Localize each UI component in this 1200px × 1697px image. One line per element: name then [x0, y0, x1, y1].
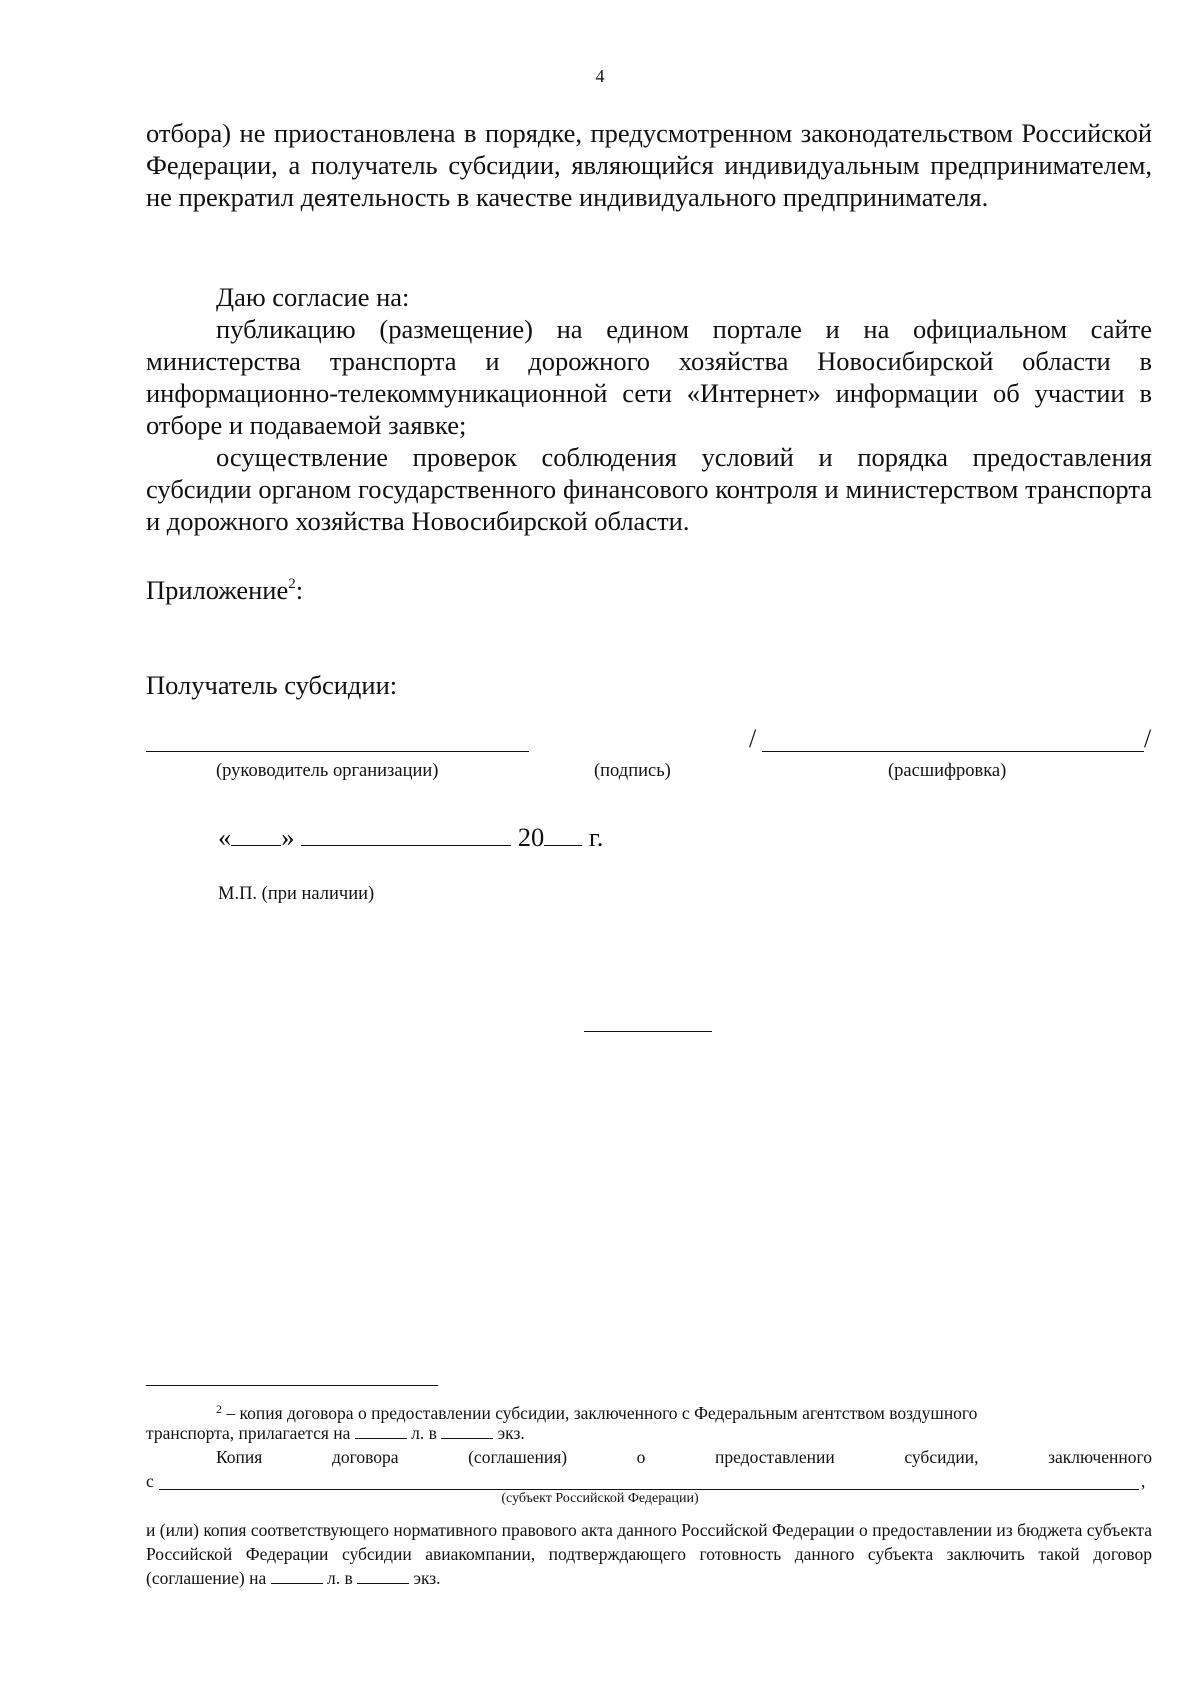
end-separator: [584, 1031, 712, 1032]
footnote-line-4-prefix: с: [146, 1471, 154, 1491]
appendix-footnote-ref: 2: [288, 576, 296, 592]
recipient-label: Получатель субсидии:: [146, 670, 398, 700]
footnote-line-2-a: транспорта, прилагается на: [146, 1423, 351, 1443]
appendix-colon: :: [295, 575, 304, 605]
intro-paragraph: отбора) не приостановлена в порядке, предусмотренном законодательством Российской Федерации, а получатель субсидии, являющийся индивидуальным предпринимателем, не прекратил деятельность в качестве индивидуального предпринимателя.: [146, 118, 1152, 212]
consent-heading: Даю согласие на:: [216, 282, 410, 312]
para2-sheets-blank: [271, 1568, 323, 1584]
footnote-word: заключенного: [1048, 1447, 1152, 1467]
footnote-word: о: [636, 1447, 646, 1467]
year-prefix: 20: [517, 822, 545, 852]
footnote-line-4-comma: ,: [1141, 1471, 1146, 1491]
decoding-signature-line: [762, 751, 1144, 752]
consent-item-publication: публикацию (размещение) на едином портале и на официальном сайте министерства транспорта и дорожного хозяйства Новосибирской области в информационно-телекоммуникационной сети «Интернет» информации об участии в отборе и подаваемой заявке;: [146, 314, 1152, 440]
footnote-para-2-b: л. в: [326, 1568, 353, 1588]
year-suffix: г.: [588, 822, 604, 852]
consent-item-inspection: осуществление проверок соблюдения условий и порядка предоставления субсидии органом государственного финансового контроля и министерством транспорта и дорожного хозяйства Новосибирской области.: [146, 442, 1152, 536]
footnote-word: договора: [331, 1447, 399, 1467]
date-close-quote: »: [281, 822, 295, 852]
year-blank: [544, 821, 582, 846]
date-open-quote: «: [218, 822, 232, 852]
footnote-para-2-body: и (или) копия соответствующего нормативного правового акта данного Российской Федерации о предоставлении из бюджета субъекта Российской Федерации субсидии авиакомпании, подтверждающего готовность данного субъекта заключить такой договор (соглашение) на: [146, 1520, 1152, 1588]
consent-block: [146, 281, 1152, 537]
month-blank: [301, 821, 511, 846]
decoding-slash-right: /: [1144, 724, 1152, 753]
appendix-label: [146, 575, 303, 606]
decoding-slash-left: /: [749, 724, 757, 753]
subject-caption: (субъект Российской Федерации): [501, 1491, 699, 1506]
footnote-para-2-text: [146, 1518, 1152, 1590]
signature-caption: (подпись): [594, 761, 671, 781]
footnote-word: (соглашения): [468, 1447, 568, 1467]
footnote-line-1-text: – копия договора о предоставлении субсидии, заключенного с Федеральным агентством воздушного: [222, 1403, 978, 1423]
footnote-line-2: [146, 1421, 1152, 1445]
head-caption: (руководитель организации): [216, 761, 439, 781]
decoding-caption: (расшифровка): [888, 761, 1007, 781]
date-line: [218, 821, 603, 853]
footnote-line-2-b: л. в: [411, 1423, 437, 1443]
footnote-separator: [146, 1385, 438, 1386]
page-number: 4: [595, 66, 605, 86]
footnote-word: субсидии,: [904, 1447, 979, 1467]
intro-paragraph-block: [146, 117, 1152, 213]
footnote-line-2-c: экз.: [497, 1423, 525, 1443]
footnote-word: предоставлении: [715, 1447, 835, 1467]
footnote-line-3: [216, 1445, 1152, 1469]
para2-copies-blank: [357, 1568, 409, 1584]
head-signature-line: [146, 751, 529, 752]
footnote-para-2: [146, 1518, 1152, 1590]
sheets-blank: [355, 1423, 407, 1439]
copies-blank: [441, 1423, 493, 1439]
footnote-para-2-c: экз.: [413, 1568, 441, 1588]
appendix-text: Приложение: [146, 575, 289, 605]
stamp-note: М.П. (при наличии): [218, 884, 375, 904]
footnote-marker: 2: [216, 1402, 222, 1416]
day-blank: [231, 821, 281, 846]
footnote-word: Копия: [216, 1447, 263, 1467]
